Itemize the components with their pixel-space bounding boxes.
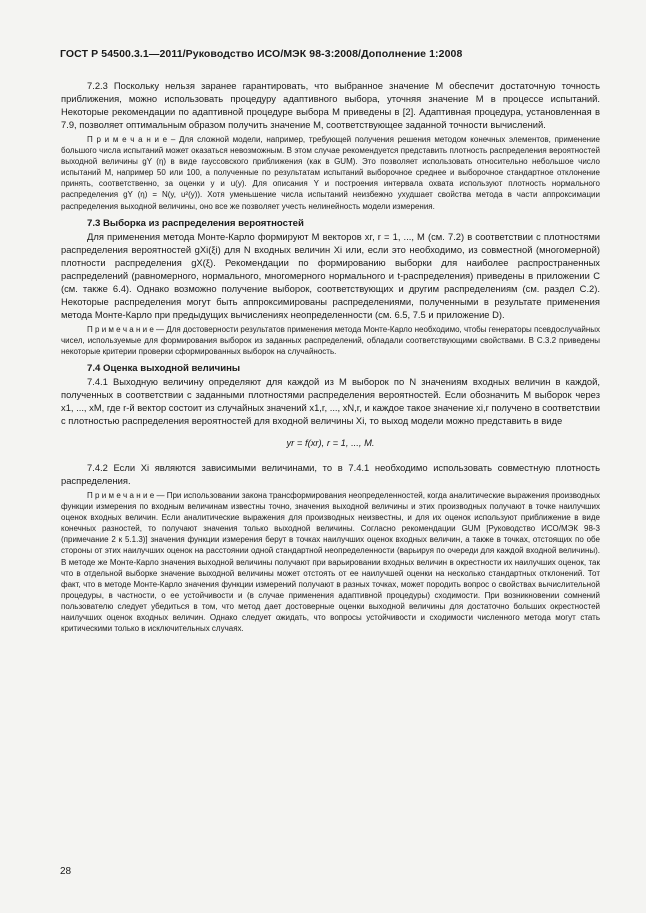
page-number: 28 — [60, 866, 72, 877]
paragraph-7-3: Для применения метода Монте-Карло формируют M векторов xr, r = 1, ..., M (см. 7.2) в соответствии с плотностями распределения вероятностей gXi(ξi) для N входных величин Xi или, если это необходимо, из совместной (многомерной) плотности распределения gX(ξ). Рекомендации по формированию выборки для наиболее распространенных распределений (равномерного, нормального, многомерного нормального и t-распределения) приведены в приложении C (см. также 6.4). Однако возможно получение выборок, соответствующих и другим распределениям (см. раздел C.2). Некоторые распределения могут быть аппроксимированы распределениями, полученными в результате применения метода Монте-Карло при предыдущих вычислениях неопределенности (см. 6.5, 7.5 и приложение D). — [61, 230, 600, 320]
paragraph-7-4-2: 7.4.2 Если Xi являются зависимыми величинами, то в 7.4.1 необходимо использовать совместную плотность распределения. — [61, 461, 600, 486]
formula-model-output: yr = f(xr), r = 1, ..., M. — [286, 436, 375, 448]
note-uncertainty-propagation: П р и м е ч а н и е — При использовании закона трансформирования неопределенностей, когда аналитические выражения производных функции измерения по входным величинам известны точно, значения выходной величины и этих производных получают в точке наилучших оценок входных величин. Если аналитические выражения для производных неизвестны, и для их оценок используют приближение в виде конечных разностей, то получают значения только выходной величины. Согласно рекомендации GUM [Руководство ИСО/МЭК 98-3 (примечание 2 к 5.1.3)] значения функции измерения берут в точках наилучших оценок входных величин, а также в точках, отстоящих по обе стороны от этих наилучших оценок на расстоянии одной стандартной неопределенности (варьируя по очереди для каждой входной величины). В методе же Монте-Карло значения выходной величины получают при варьировании входных величин в окрестности их наилучших оценок, так что в отдельной выборке значение выходной величины может отстоять от ее наилучшей оценки на несколько стандартных отклонений. Тот факт, что в методе Монте-Карло значения функции измерений получают в разных точках, может породить вопрос о свойствах вычислительной процедуры, в частности, о ее устойчивости и (в случае применения адаптивной процедуры) сходимости. При возникновении сомнений пользователю следует убедиться в том, что метод дает достоверные оценки выходной величины для достаточно больших окрестностей наилучших оценок входных величин. Однако следует ожидать, что вопросы устойчивости и сходимости численного метода могут стать критическими только в исключительных случаях. — [61, 490, 600, 634]
page-body — [61, 79, 600, 639]
paragraph-7-4-1: 7.4.1 Выходную величину определяют для каждой из M выборок по N значениям входных величин в каждой, полученных в соответствии с заданными плотностями распределения вероятностей. Если обозначить M выборок через x1, ..., xM, где r-й вектор состоит из случайных значений x1,r, ..., xN,r, и каждое такое значение xi,r получено в соответствии с плотностью распределения вероятностей для входной величины Xi, то выход модели можно представить в виде — [61, 375, 600, 426]
paragraph-7-2-3: 7.2.3 Поскольку нельзя заранее гарантировать, что выбранное значение M обеспечит достаточную точность приближения, можно использовать процедуру адаптивного выбора, уточняя значение M в процессе испытаний. Некоторые рекомендации по адаптивной процедуре выбора M приведены в [2]. Адаптивная процедура, установленная в 7.9, позволяет оптимальным образом получить значение M, соответствующее заданной точности вычислений. — [61, 80, 600, 130]
section-heading-7-3: 7.3 Выборка из распределения вероятностей — [87, 217, 304, 229]
note-complex-model: П р и м е ч а н и е – Для сложной модели, например, требующей получения решения методом конечных элементов, применение большого числа испытаний может оказаться невозможным. В этом случае рекомендуется представить плотность распределения вероятностей выходной величины gY (η) в виде гауссовского приближения (как в GUM). Это позволяет использовать относительно небольшое число испытаний M, например 50 или 100, а полученные по результатам испытаний выборочное среднее и выборочное стандартное отклонение принять, соответственно, за оценки y и u(y). Для описания Y и построения интервала охвата используют плотность нормального распределения gY (η) = N(y, u²(y)). Хотя уменьшение числа испытаний неизбежно ухудшает свойства метода в части аппроксимации распределения выходной величины, оно все же позволяет учесть нелинейность модели измерения. — [61, 135, 600, 211]
page-header: ГОСТ Р 54500.3.1—2011/Руководство ИСО/МЭК 98-3:2008/Дополнение 1:2008 — [60, 48, 463, 60]
note-random-generators: П р и м е ч а н и е — Для достоверности результатов применения метода Монте-Карло необходимо, чтобы генераторы псевдослучайных чисел, используемые для формирования выборок из заданных распределений, обладали соответствующими свойствами. В C.3.2 приведены некоторые критерии проверки сформированных выборок на случайность. — [61, 324, 600, 356]
section-heading-7-4: 7.4 Оценка выходной величины — [87, 362, 241, 374]
